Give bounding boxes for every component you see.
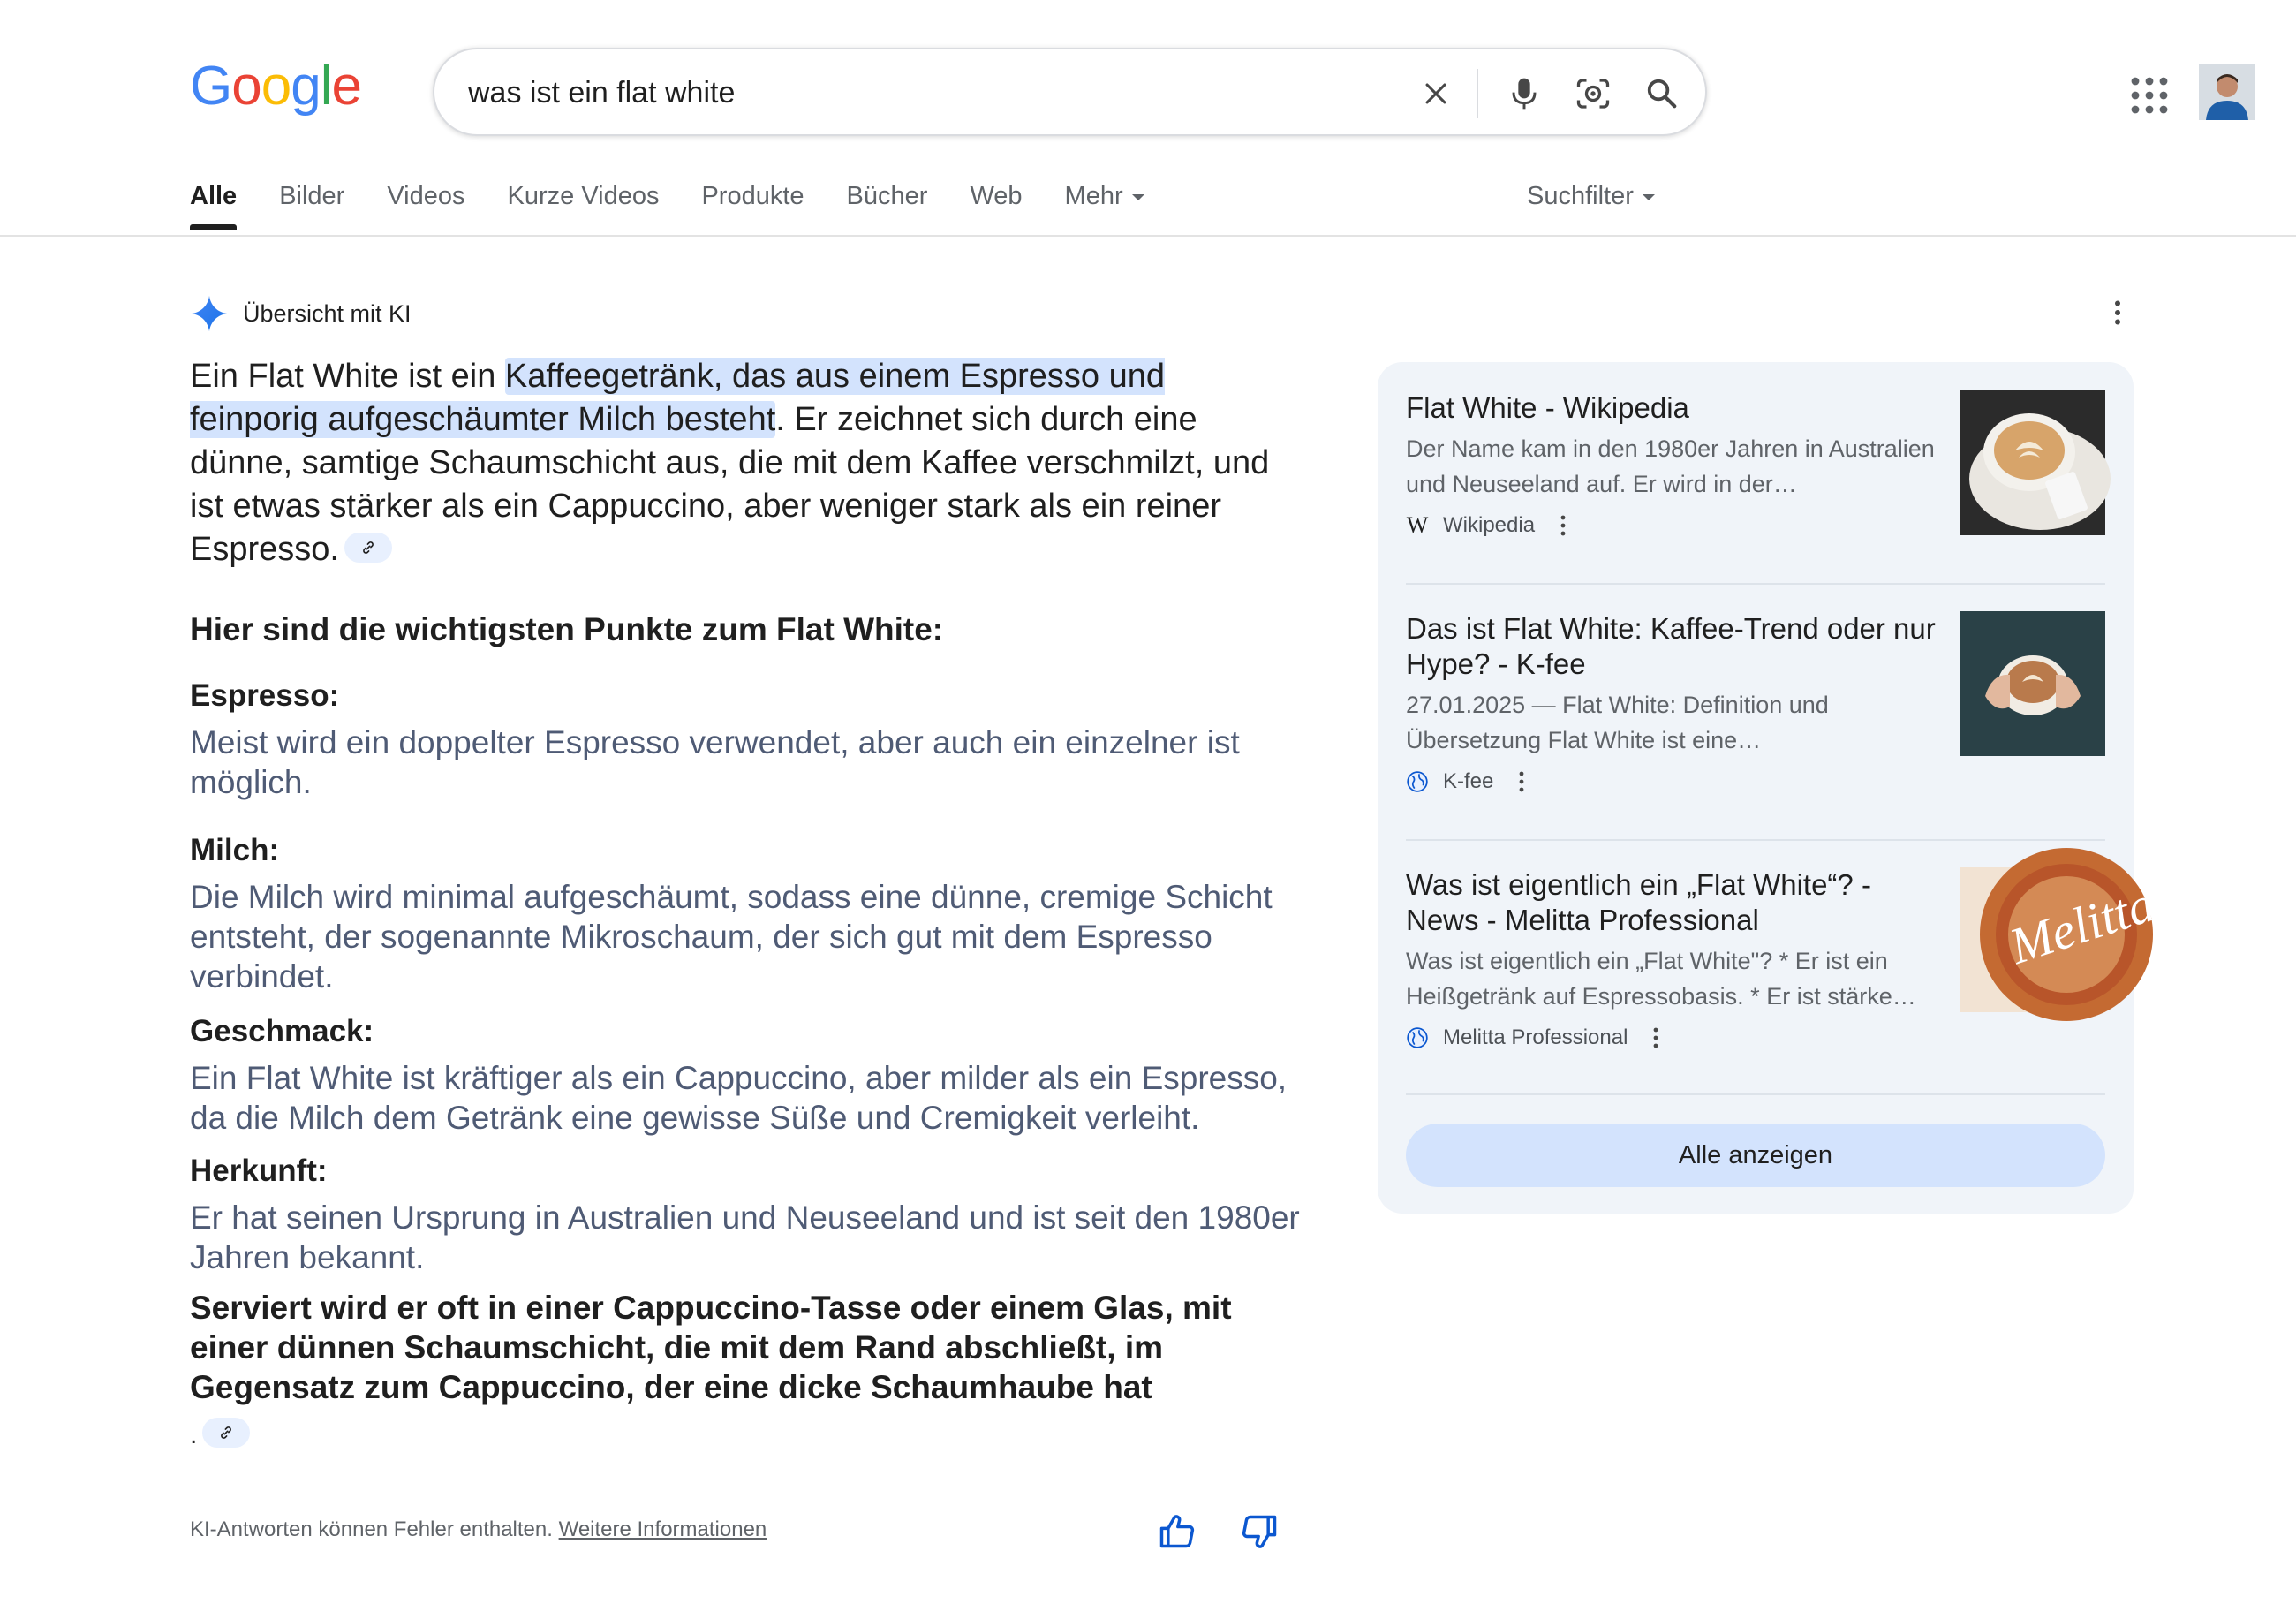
tab-kurze-videos[interactable]: Kurze Videos: [507, 182, 660, 210]
search-tabs: [190, 177, 1187, 238]
source-meta: [1406, 512, 1574, 539]
thumbs-up-icon[interactable]: [1157, 1512, 1196, 1551]
svg-text:Google: Google: [190, 56, 361, 117]
source-site-name: Melitta Professional: [1443, 1025, 1628, 1049]
show-all-button[interactable]: Alle anzeigen: [1406, 1124, 2105, 1187]
point-label-geschmack: Geschmack:: [190, 1014, 374, 1048]
tab-mehr-label: Mehr: [1064, 182, 1123, 210]
search-icon[interactable]: [1641, 72, 1683, 115]
source-card[interactable]: [1406, 867, 2162, 1088]
more-options-icon[interactable]: [2102, 297, 2134, 329]
ai-overview-header: [190, 291, 412, 336]
avatar[interactable]: [2199, 64, 2255, 120]
source-thumbnail[interactable]: [1960, 867, 2162, 1012]
search-input[interactable]: [468, 71, 1351, 115]
link-icon: [217, 1424, 235, 1441]
tab-alle[interactable]: Alle: [190, 177, 237, 233]
tab-web[interactable]: Web: [970, 182, 1023, 210]
source-site-name: Wikipedia: [1443, 513, 1536, 537]
source-link-chip[interactable]: [202, 1418, 250, 1448]
mic-icon[interactable]: [1503, 72, 1545, 115]
point-text-herkunft: Er hat seinen Ursprung in Australien und Neuseeland und ist seit den 1980er Jahren bekannt.: [190, 1199, 1300, 1275]
ai-overview-title: Übersicht mit KI: [243, 299, 412, 327]
ai-served-paragraph: Serviert wird er oft in einer Cappuccino-Tasse oder einem Glas, mit einer dünnen Schaumschicht, die mit dem Rand abschließt, im Gegensatz zum Cappuccino, der eine dicke Schaumhaube hat: [190, 1290, 1232, 1405]
source-card[interactable]: [1406, 611, 2105, 832]
sources-panel: [1378, 362, 2162, 1214]
served-period: .: [190, 1420, 198, 1449]
source-divider: [1406, 583, 2105, 585]
source-description: Der Name kam in den 1980er Jahren in Australien und Neuseeland auf. Er wird in der…: [1406, 435, 1935, 497]
intro-text-end: . Er zeichnet sich durch eine dünne, samtige Schaumschicht aus, die mit dem Kaffee verschmilzt, und ist etwas stärker als ein Cappuccino, aber weniger stark als ein reiner Espresso.: [190, 401, 1270, 568]
point-label-milch: Milch:: [190, 833, 280, 867]
source-divider: [1406, 1093, 2105, 1095]
intro-highlight[interactable]: Kaffeegetränk, das aus einem Espresso und feinporig aufgeschäumter Milch besteht: [190, 358, 1166, 438]
caret-down-icon: [1643, 194, 1655, 200]
thumbs-down-icon[interactable]: [1241, 1512, 1280, 1551]
source-meta: [1406, 768, 1532, 795]
source-divider: [1406, 839, 2105, 841]
point-text-milch: Die Milch wird minimal aufgeschäumt, sodass eine dünne, cremige Schicht entsteht, der sogenannte Mikroschaum, der sich gut mit dem Espresso verbindet.: [190, 879, 1273, 995]
tab-produkte[interactable]: Produkte: [701, 182, 804, 210]
served-end: [190, 1420, 250, 1451]
intro-text-start: Ein Flat White ist ein: [190, 358, 505, 395]
tab-bilder[interactable]: Bilder: [279, 182, 345, 210]
source-description: 27.01.2025 — Flat White: Definition und Übersetzung Flat White ist eine…: [1406, 692, 1829, 753]
suchfilter-button[interactable]: [1527, 182, 1655, 211]
melitta-logo-text: Melitta: [2002, 874, 2162, 975]
google-logo[interactable]: [190, 55, 361, 117]
source-thumbnail[interactable]: [1960, 611, 2105, 756]
gemini-sparkle-icon: [190, 294, 229, 333]
source-description: Was ist eigentlich ein „Flat White"? * Er ist ein Heißgetränk auf Espressobasis. * Er ist stärke…: [1406, 948, 1916, 1010]
weitere-informationen-link[interactable]: Weitere Informationen: [558, 1517, 767, 1541]
disclaimer-text: KI-Antworten können Fehler enthalten.: [190, 1517, 553, 1541]
ai-intro-paragraph: [190, 355, 1294, 571]
more-options-icon[interactable]: [1552, 512, 1574, 539]
point-label-herkunft: Herkunft:: [190, 1154, 328, 1188]
source-title[interactable]: Was ist eigentlich ein „Flat White“? - News - Melitta Professional: [1406, 868, 1871, 936]
tab-buecher[interactable]: Bücher: [846, 182, 928, 210]
source-title[interactable]: Flat White - Wikipedia: [1406, 391, 1689, 424]
search-box: [433, 48, 1707, 136]
source-card[interactable]: [1406, 390, 2105, 564]
ai-key-points-heading: Hier sind die wichtigsten Punkte zum Flat White:: [190, 611, 944, 647]
lens-icon[interactable]: [1572, 72, 1614, 115]
ai-disclaimer: [190, 1517, 767, 1542]
caret-down-icon: [1132, 194, 1144, 200]
source-meta: [1406, 1025, 1666, 1051]
apps-grid-icon[interactable]: [2128, 74, 2171, 117]
search-divider: [1477, 69, 1478, 118]
wikipedia-icon: W: [1406, 512, 1429, 538]
point-text-espresso: Meist wird ein doppelter Espresso verwendet, aber auch ein einzelner ist möglich.: [190, 724, 1240, 800]
tabs-divider: [0, 235, 2296, 237]
suchfilter-label: Suchfilter: [1527, 182, 1634, 210]
more-options-icon[interactable]: [1511, 768, 1532, 795]
globe-icon: [1406, 1026, 1429, 1049]
more-options-icon[interactable]: [1645, 1025, 1666, 1051]
source-site-name: K-fee: [1443, 769, 1494, 793]
source-link-chip[interactable]: [344, 533, 392, 563]
globe-icon: [1406, 770, 1429, 793]
close-icon[interactable]: [1415, 72, 1457, 115]
point-text-geschmack: Ein Flat White ist kräftiger als ein Cappuccino, aber milder als ein Espresso, da die Milch dem Getränk eine gewisse Süße und Cremigkeit verleiht.: [190, 1060, 1288, 1136]
source-thumbnail[interactable]: [1960, 390, 2105, 535]
point-label-espresso: Espresso:: [190, 678, 340, 713]
link-icon: [359, 539, 377, 556]
source-title[interactable]: Das ist Flat White: Kaffee-Trend oder nur Hype? - K-fee: [1406, 612, 1936, 680]
tab-mehr[interactable]: [1065, 177, 1144, 233]
tab-videos[interactable]: Videos: [387, 182, 465, 210]
